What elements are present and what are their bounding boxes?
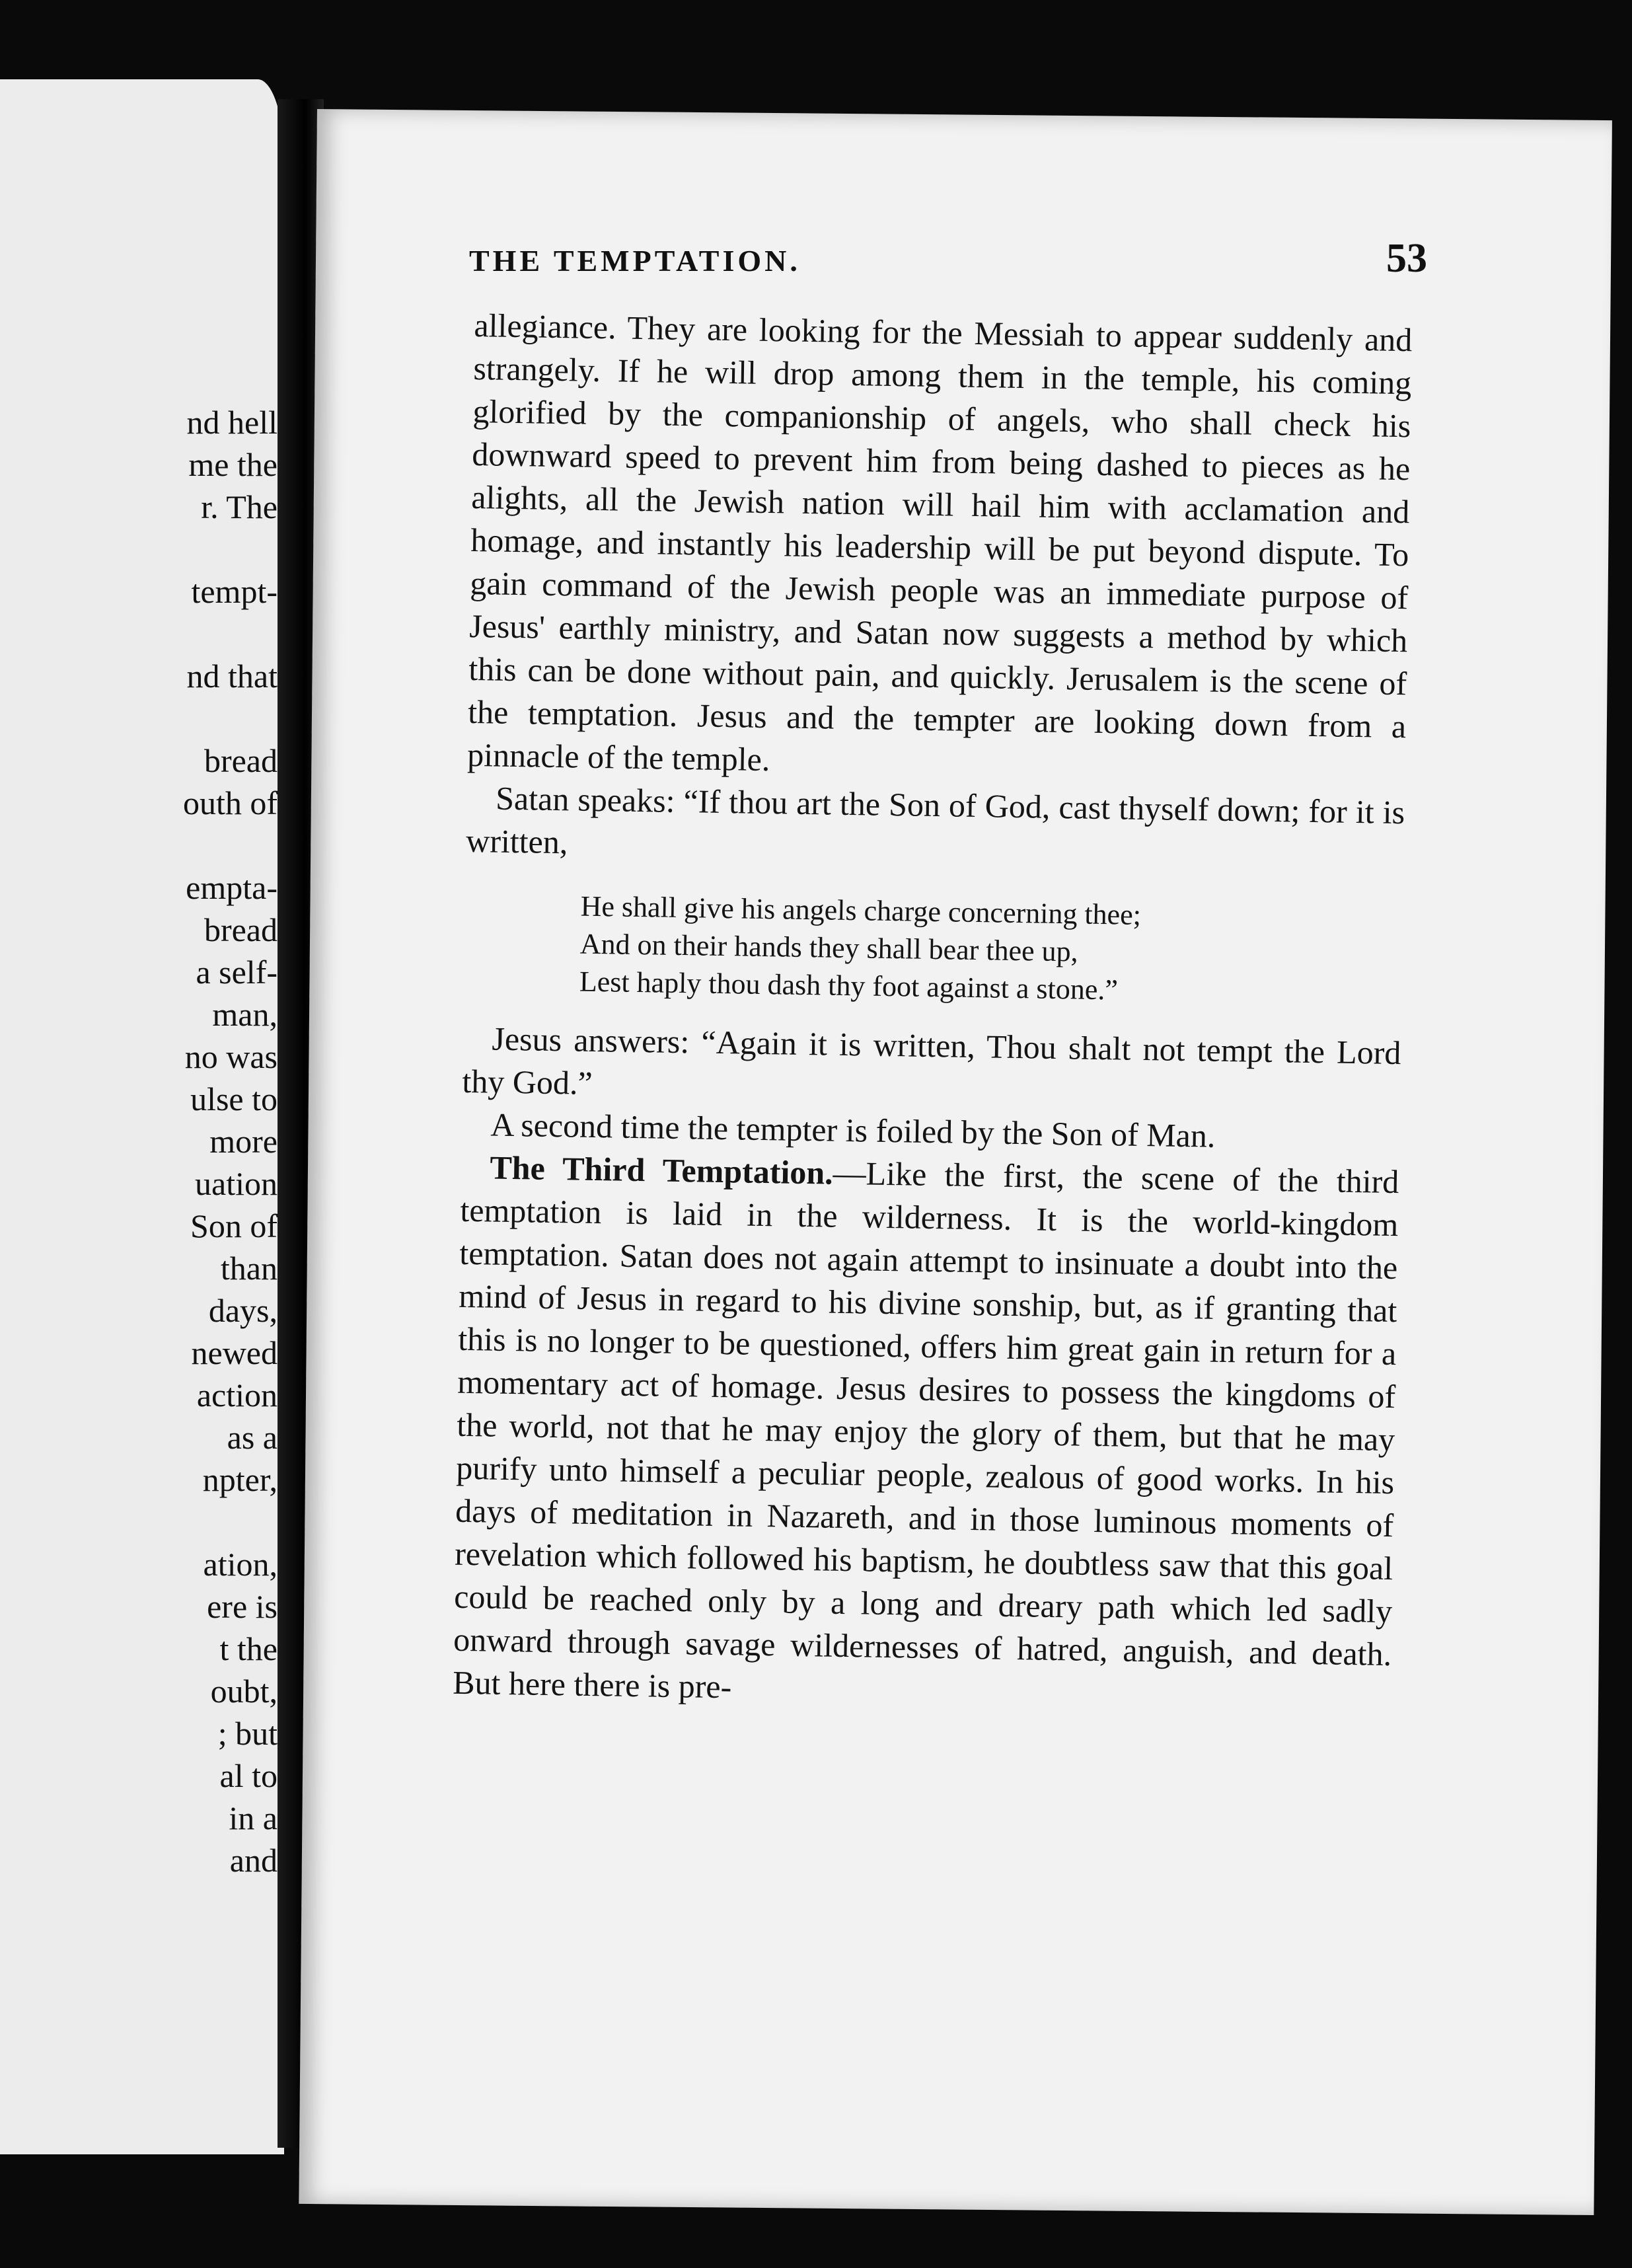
- previous-page-line: uation: [195, 1165, 278, 1202]
- previous-page-line: oubt,: [210, 1673, 278, 1710]
- previous-page-line: me the: [188, 446, 278, 483]
- previous-page-line: r. The: [201, 488, 278, 525]
- previous-page-line: newed: [191, 1334, 278, 1371]
- paragraph-jesus-answers: Jesus answers: “Again it is written, Thou shalt not tempt the Lord thy God.”: [462, 1020, 1401, 1102]
- scripture-quote: [579, 888, 1403, 1014]
- paragraph-third-temptation: [453, 1146, 1399, 1719]
- previous-page-line: ere is: [207, 1588, 278, 1625]
- quote-line: Lest haply thou dash thy foot against a stone.”: [579, 965, 1119, 1006]
- previous-page-line: days,: [208, 1292, 278, 1329]
- previous-page-fragment: [0, 79, 284, 2154]
- running-head-title: THE TEMPTATION.: [469, 244, 801, 278]
- previous-page-line: than: [220, 1250, 278, 1287]
- previous-page-line: t the: [219, 1630, 278, 1667]
- previous-page-line: nd that: [186, 658, 278, 695]
- previous-page-line: and: [229, 1842, 278, 1879]
- previous-page-line: empta-: [186, 869, 278, 906]
- previous-page-line: no was: [184, 1038, 278, 1075]
- previous-page-line: ; but: [217, 1715, 278, 1752]
- section-heading: The Third Temptation.: [490, 1149, 834, 1191]
- quote-line: He shall give his angels charge concerning thee;: [580, 889, 1142, 931]
- previous-page-line: Son of: [190, 1207, 278, 1244]
- previous-page-line: ation,: [203, 1546, 278, 1583]
- quote-line: And on their hands they shall bear thee up,: [579, 927, 1079, 968]
- previous-page-line: ulse to: [190, 1080, 278, 1117]
- page-body: [453, 304, 1413, 1719]
- page-number: 53: [1386, 236, 1427, 281]
- previous-page-line: nd hell: [186, 404, 278, 441]
- section-text: —Like the first, the scene of the third temptation is laid in the wilderness. It is the world-kingdom temptation. Satan does not again attempt to insinuate a doubt into the mind of Jesus in regard to his divine sonship, but, as if granting that this is no longer to be questioned, offers him great gain in return for a momentary act of homage. Jesus desires to possess the kingdoms of the world, not that he may enjoy the glory of them, but that he may purify unto himself a peculiar people, zealous of good works. In his days of meditation in Nazareth, and in those luminous moments of revelation which followed his baptism, he doubtless saw that this goal could be reached only by a long and dreary path which led sadly onward through savage wildernesses of hatred, anguish, and death. But here there is pre-: [452, 1154, 1399, 1706]
- previous-page-line: man,: [212, 996, 278, 1033]
- previous-page-line: outh of: [182, 784, 278, 821]
- previous-page-line: in a: [229, 1799, 278, 1836]
- paragraph-allegiance: allegiance. They are looking for the Messiah to appear suddenly and strangely. If he will drop among them in the temple, his coming glorified by the companionship of angels, who shall check his downward speed to prevent him from being dashed to pieces as he alights, all the Jewish nation will hail him with acclamation and homage, and instantly his leadership will be put beyond dispute. To gain command of the Jewish people was an immediate purpose of Jesus' earthly ministry, and Satan now suggests a method by which this can be done without pain, and quickly. Jerusalem is the scene of the temptation. Jesus and the tempter are looking down from a pinnacle of the temple.: [466, 306, 1413, 778]
- running-head: [469, 236, 1427, 281]
- previous-page-line: a self-: [196, 954, 278, 991]
- previous-page-line: tempt-: [191, 573, 278, 610]
- previous-page-line: npter,: [202, 1461, 278, 1498]
- previous-page-line: al to: [219, 1757, 278, 1794]
- previous-page-line: action: [196, 1377, 278, 1414]
- previous-page-line: as a: [227, 1419, 278, 1456]
- previous-page-line: more: [209, 1123, 278, 1160]
- previous-page-line: bread: [204, 911, 278, 948]
- paragraph-second-foil: A second time the tempter is foiled by the Son of Man.: [490, 1106, 1216, 1154]
- previous-page-line: bread: [204, 742, 278, 779]
- paragraph-satan-speaks: Satan speaks: “If thou art the Son of God, cast thyself down; for it is written,: [465, 779, 1405, 861]
